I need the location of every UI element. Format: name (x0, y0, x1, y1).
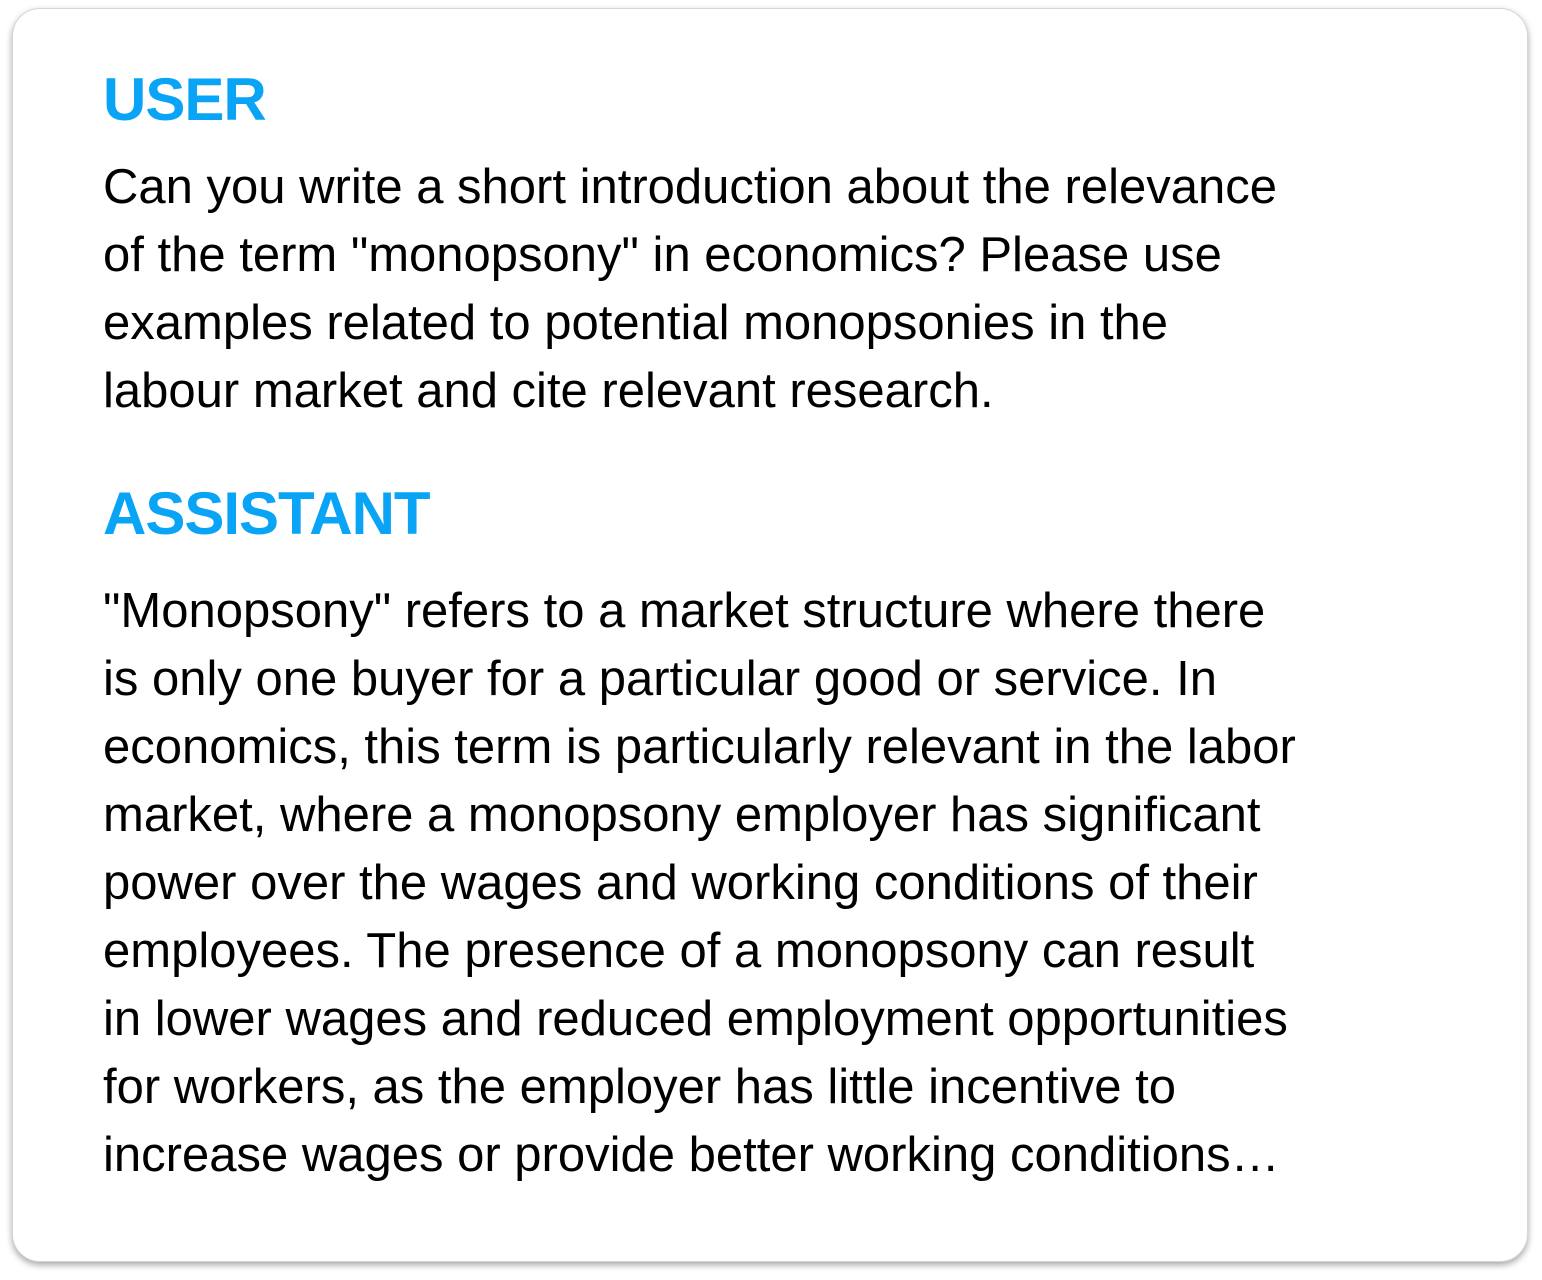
assistant-message: "Monopsony" refers to a market structure where there is only one buyer for a particular good or service. In economics, this term is particularly relevant in the labor market, where a monopsony employer has significant power over the wages and working conditions of their employees. The presence of a monopsony can result in lower wages and reduced employment opportunities for workers, as the employer has little incentive to increase wages or provide better working conditions… (103, 584, 1296, 1182)
assistant-role-label: ASSISTANT (103, 480, 430, 547)
conversation-card (12, 8, 1528, 1262)
user-message: Can you write a short introduction about the relevance of the term "monopsony" in economics? Please use examples related to potential monopsonies in the labour market and cite relevant research. (103, 160, 1277, 418)
conversation-content (103, 67, 1503, 1189)
user-role-label: USER (103, 66, 266, 133)
